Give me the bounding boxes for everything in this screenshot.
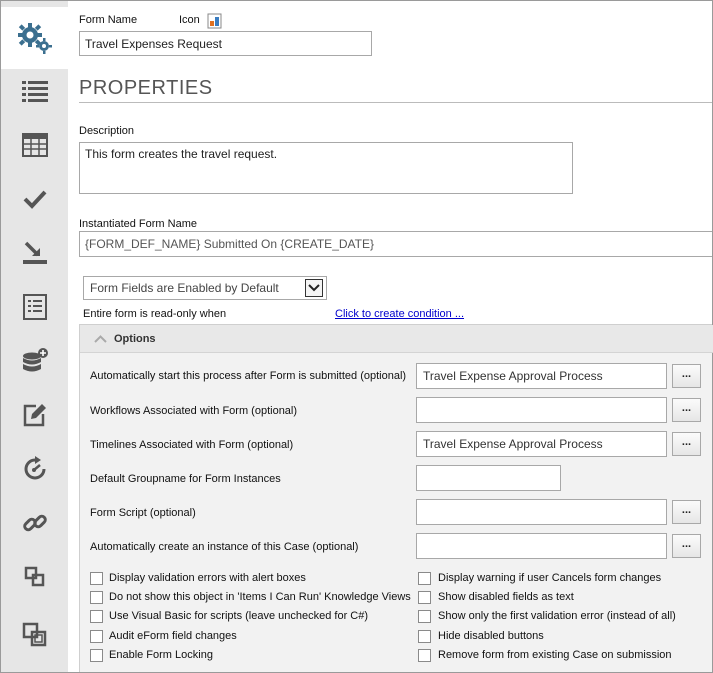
default-groupname-input[interactable] xyxy=(416,465,561,491)
checkbox-remove-from-case[interactable] xyxy=(418,649,431,662)
options-panel xyxy=(79,324,712,672)
checkbox-form-locking-label: Enable Form Locking xyxy=(109,649,213,661)
checkbox-form-locking[interactable] xyxy=(90,649,103,662)
sidebar-item-copy[interactable] xyxy=(1,609,68,661)
heading-divider xyxy=(79,102,712,103)
checkbox-hide-disabled-buttons-label: Hide disabled buttons xyxy=(438,630,544,642)
auto-start-process-label: Automatically start this process after Form is submitted (optional) xyxy=(90,370,407,382)
auto-create-case-input[interactable] xyxy=(416,533,667,559)
form-icon-picker-icon[interactable] xyxy=(207,13,223,29)
edit-icon xyxy=(22,402,48,428)
icon-label: Icon xyxy=(179,14,200,26)
table-icon xyxy=(22,133,48,157)
checkbox-audit-changes[interactable] xyxy=(90,630,103,643)
checkbox-hide-from-items-i-can-run-label: Do not show this object in 'Items I Can Run' Knowledge Views xyxy=(109,591,411,603)
checkbox-validation-alerts-label: Display validation errors with alert boxes xyxy=(109,572,306,584)
checkbox-first-validation-error[interactable] xyxy=(418,610,431,623)
checkbox-hide-from-items-i-can-run[interactable] xyxy=(90,591,103,604)
checkbox-cancel-warning[interactable] xyxy=(418,572,431,585)
default-groupname-label: Default Groupname for Form Instances xyxy=(90,473,281,485)
readonly-when-label: Entire form is read-only when xyxy=(83,308,227,320)
description-textarea[interactable] xyxy=(79,142,573,194)
small-overlap-squares-icon xyxy=(24,566,46,588)
workflows-label: Workflows Associated with Form (optional) xyxy=(90,405,298,417)
checkbox-audit-changes-label: Audit eForm field changes xyxy=(109,630,237,642)
workflows-input[interactable] xyxy=(416,397,667,423)
timelines-input[interactable]: Travel Expense Approval Process xyxy=(416,431,667,457)
form-script-label: Form Script (optional) xyxy=(90,507,196,519)
auto-create-case-browse-button[interactable]: ... xyxy=(672,534,701,558)
fields-enabled-select-value: Form Fields are Enabled by Default xyxy=(90,281,279,295)
sidebar-item-dashboard[interactable] xyxy=(1,443,68,495)
workflows-browse-button[interactable]: ... xyxy=(672,398,701,422)
create-condition-link[interactable]: Click to create condition ... xyxy=(335,308,465,320)
gears-icon xyxy=(17,22,53,54)
sidebar-item-edit[interactable] xyxy=(1,389,68,441)
list-icon xyxy=(22,80,48,102)
form-script-browse-button[interactable]: ... xyxy=(672,500,701,524)
sidebar-item-form-list[interactable] xyxy=(1,281,68,333)
fields-enabled-select[interactable] xyxy=(83,276,327,300)
checkbox-cancel-warning-label: Display warning if user Cancels form changes xyxy=(438,572,662,584)
auto-start-process-browse-button[interactable]: ... xyxy=(672,364,701,388)
chevron-up-icon[interactable] xyxy=(94,335,107,343)
checkbox-disabled-as-text-label: Show disabled fields as text xyxy=(438,591,574,603)
sidebar-item-list[interactable] xyxy=(1,65,68,117)
instantiated-form-name-input[interactable] xyxy=(79,231,712,257)
form-name-label: Form Name xyxy=(79,14,138,26)
checkbox-first-validation-error-label: Show only the first validation error (instead of all) xyxy=(438,610,676,622)
description-label: Description xyxy=(79,125,135,137)
sidebar xyxy=(1,1,68,672)
sidebar-item-import[interactable] xyxy=(1,227,68,279)
timelines-label: Timelines Associated with Form (optional) xyxy=(90,439,294,451)
sidebar-item-database[interactable] xyxy=(1,335,68,387)
link-icon xyxy=(22,510,48,536)
form-list-icon xyxy=(23,294,47,320)
main-panel xyxy=(68,1,712,672)
auto-start-process-input[interactable]: Travel Expense Approval Process xyxy=(416,363,667,389)
sidebar-item-link[interactable] xyxy=(1,497,68,549)
sidebar-item-table[interactable] xyxy=(1,119,68,171)
checkbox-visual-basic[interactable] xyxy=(90,610,103,623)
checkbox-hide-disabled-buttons[interactable] xyxy=(418,630,431,643)
dashboard-refresh-icon xyxy=(22,456,48,482)
options-header[interactable] xyxy=(80,325,713,353)
sidebar-item-subforms[interactable] xyxy=(1,551,68,603)
download-tray-icon xyxy=(22,240,48,266)
sidebar-item-validation[interactable] xyxy=(1,173,68,225)
timelines-browse-button[interactable]: ... xyxy=(672,432,701,456)
checkbox-remove-from-case-label: Remove form from existing Case on submission xyxy=(438,649,672,661)
chevron-down-icon[interactable] xyxy=(305,279,323,297)
checkbox-validation-alerts[interactable] xyxy=(90,572,103,585)
database-add-icon xyxy=(21,347,49,375)
auto-create-case-label: Automatically create an instance of this Case (optional) xyxy=(90,541,359,553)
form-script-input[interactable] xyxy=(416,499,667,525)
checkbox-visual-basic-label: Use Visual Basic for scripts (leave unchecked for C#) xyxy=(109,610,369,622)
properties-heading: PROPERTIES xyxy=(79,77,213,99)
form-name-input[interactable] xyxy=(79,31,372,56)
checkbox-disabled-as-text[interactable] xyxy=(418,591,431,604)
sidebar-item-properties[interactable] xyxy=(1,7,68,69)
overlap-squares-icon xyxy=(22,622,48,648)
instantiated-form-name-label: Instantiated Form Name xyxy=(79,218,197,230)
options-title: Options xyxy=(114,333,156,345)
checkmark-icon xyxy=(23,189,47,209)
